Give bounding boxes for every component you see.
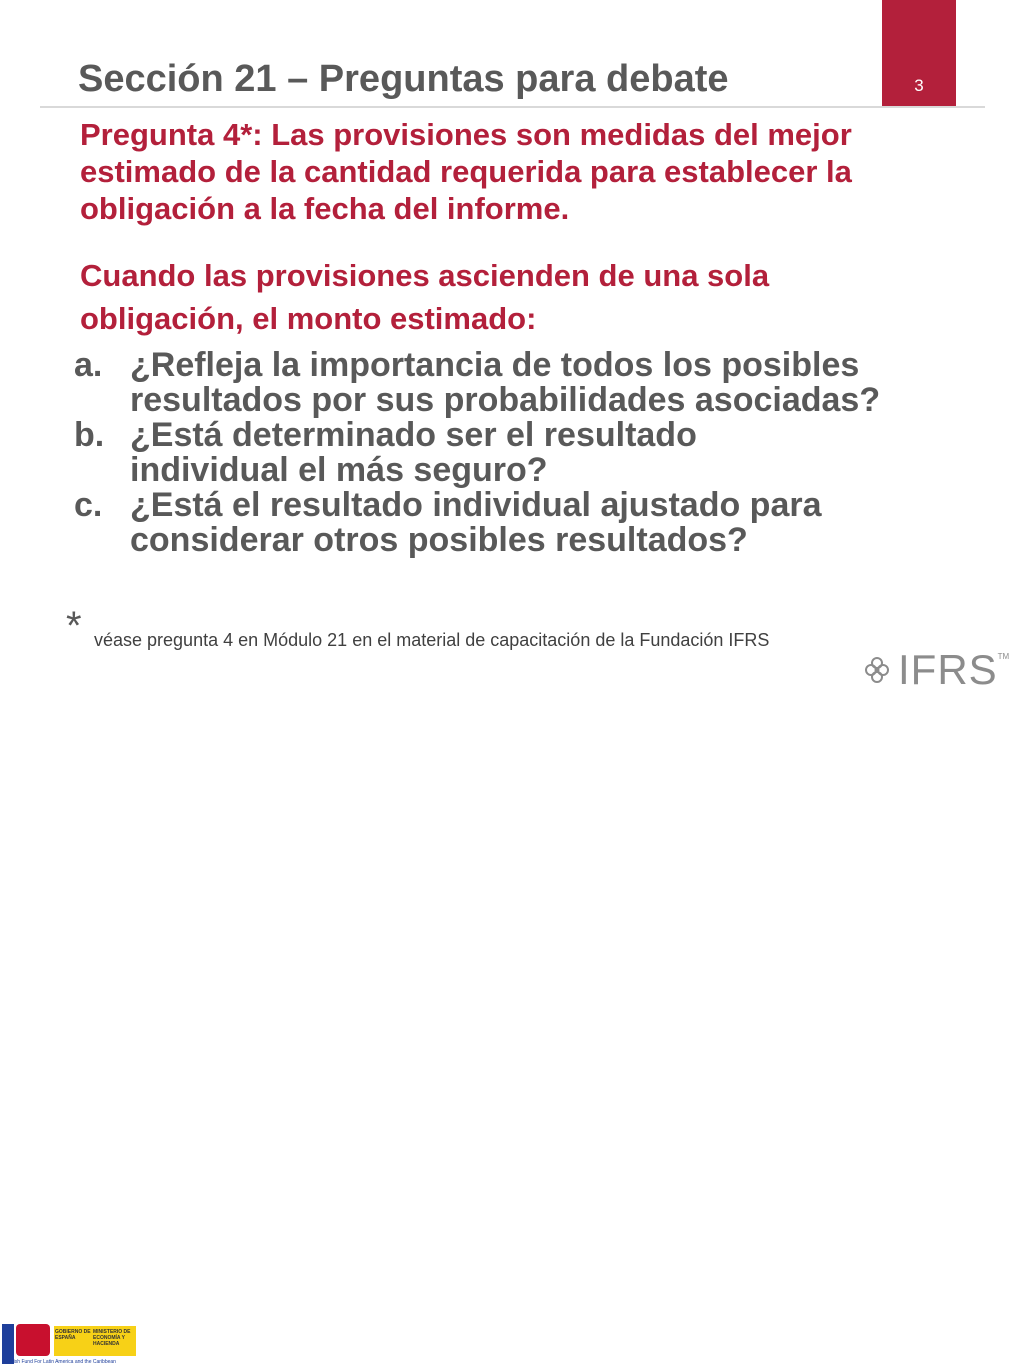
ifrs-flower-icon: [862, 655, 892, 685]
question-intro: Pregunta 4*: Las provisiones son medidas del mejor estimado de la cantidad requerida para establecer la obligación a la fecha del informe.: [80, 117, 852, 226]
option-marker: c.: [74, 486, 103, 524]
option-marker: b.: [74, 416, 105, 454]
question-lead: Cuando las provisiones ascienden de una sola obligación, el monto estimado:: [80, 258, 770, 336]
answer-options: [74, 348, 954, 558]
ministry-label: MINISTERIO DE ECONOMÍA Y HACIENDA: [93, 1329, 131, 1347]
fund-label: Spanish Fund For Latin America and the Caribbean: [2, 1359, 116, 1365]
option-text: ¿Está determinado ser el resultado individual el más seguro?: [130, 416, 697, 489]
spain-crest-icon: [16, 1324, 50, 1356]
option-text: ¿Refleja la importancia de todos los posibles resultados por sus probabilidades asociadas?: [130, 346, 881, 419]
option-b: [74, 418, 954, 488]
option-text: ¿Está el resultado individual ajustado para considerar otros posibles resultados?: [130, 486, 822, 559]
eu-flag-icon: [2, 1324, 14, 1364]
ifrs-wordmark: IFRS: [898, 646, 998, 693]
option-a: [74, 348, 954, 418]
footnote-text: véase pregunta 4 en Módulo 21 en el material de capacitación de la Fundación IFRS: [94, 630, 770, 650]
footnote-marker: *: [66, 604, 82, 648]
trademark-label: TM: [997, 652, 1010, 661]
ifrs-logo: [862, 648, 1009, 692]
sponsor-logo-strip: [0, 660, 140, 1365]
slide-title: Sección 21 – Preguntas para debate: [78, 58, 729, 100]
option-c: [74, 488, 954, 558]
government-label: GOBIERNO DE ESPAÑA: [55, 1329, 91, 1341]
title-divider: [40, 106, 985, 108]
page-number: 3: [914, 76, 924, 95]
option-marker: a.: [74, 346, 103, 384]
